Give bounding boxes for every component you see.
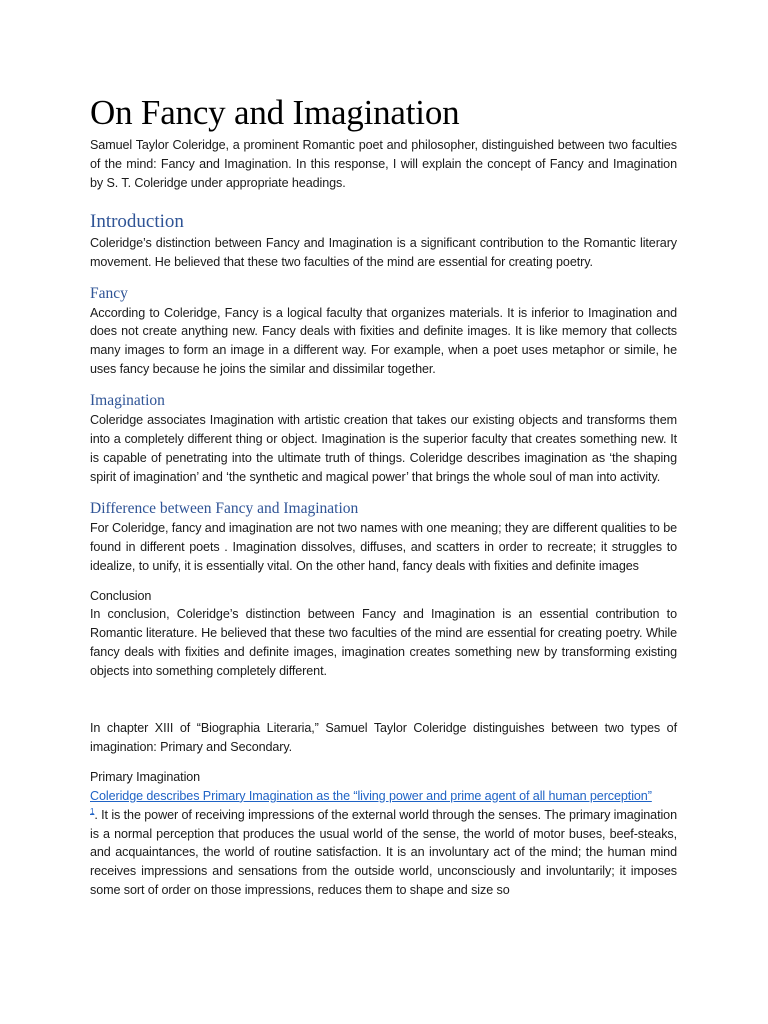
- fancy-body: According to Coleridge, Fancy is a logical faculty that organizes materials. It is inferior to Imagination and does not create anything new. Fancy deals with fixities and definite images. It is like memory that collects many images to form an image in a different way. For example, when a poet uses metaphor or simile, he uses fancy because he joins the similar and dissimilar together.: [90, 305, 677, 377]
- heading-primary-imagination: Primary Imagination: [90, 769, 201, 784]
- heading-imagination: Imagination: [90, 392, 165, 410]
- conclusion-body: In conclusion, Coleridge’s distinction between Fancy and Imagination is an essential contribution to Romantic literature. He believed that these two faculties of the mind are essential for creating poetry. While fancy deals with fixities and definite images, imagination creates something new by transforming existing objects into something completely different.: [90, 607, 677, 679]
- heading-introduction: Introduction: [90, 210, 184, 232]
- document-title: On Fancy and Imagination: [90, 93, 460, 132]
- heading-fancy: Fancy: [90, 284, 128, 302]
- biographia-paragraph: In chapter XIII of “Biographia Literaria,” Samuel Taylor Coleridge distinguishes between two types of imagination: Primary and Secondary.: [90, 721, 677, 754]
- intro-paragraph: Samuel Taylor Coleridge, a prominent Romantic poet and philosopher, distinguished between two faculties of the mind: Fancy and Imagination. In this response, I will explain the concept of Fancy and Imagination by S. T. Coleridge under appropriate headings.: [90, 138, 677, 190]
- document-page: [90, 90, 677, 900]
- primary-imagination-link[interactable]: Coleridge describes Primary Imagination as the “living power and prime agent of all human perception”: [90, 788, 652, 803]
- primary-imagination-body: [90, 787, 677, 900]
- introduction-body: Coleridge’s distinction between Fancy and Imagination is a significant contribution to the Romantic literary movement. He believed that these two faculties of the mind are essential for creating poetry.: [90, 235, 677, 269]
- heading-difference: Difference between Fancy and Imagination: [90, 499, 359, 517]
- heading-conclusion: Conclusion: [90, 588, 152, 603]
- difference-body: For Coleridge, fancy and imagination are not two names with one meaning; they are different qualities to be found in different poets . Imagination dissolves, diffuses, and scatters in order to recreate; it struggles to idealize, to unify, it is essentially vital. On the other hand, fancy deals with fixities and definite images: [90, 520, 677, 573]
- primary-imagination-text: . It is the power of receiving impressions of the external world through the senses. The primary imagination is a normal perception that produces the usual world of the sense, the world of motor buses, beef-steaks, and acquaintances, the world of routine satisfaction. It is an involuntary act of the mind; the human mind receives impressions and sensations from the outside world, unconsciously and involuntarily; it imposes some sort of order on those impressions, reduces them to shape and size so: [90, 807, 677, 898]
- footnote-link[interactable]: 1: [90, 806, 95, 816]
- imagination-body: Coleridge associates Imagination with artistic creation that takes our existing objects and transforms them into a completely different thing or object. Imagination is the superior faculty that creates something new. It is capable of penetrating into the ultimate truth of things. Coleridge describes imagination as ‘the shaping spirit of imagination’ and ‘the synthetic and magical power’ that brings the whole soul of man into activity.: [90, 413, 677, 484]
